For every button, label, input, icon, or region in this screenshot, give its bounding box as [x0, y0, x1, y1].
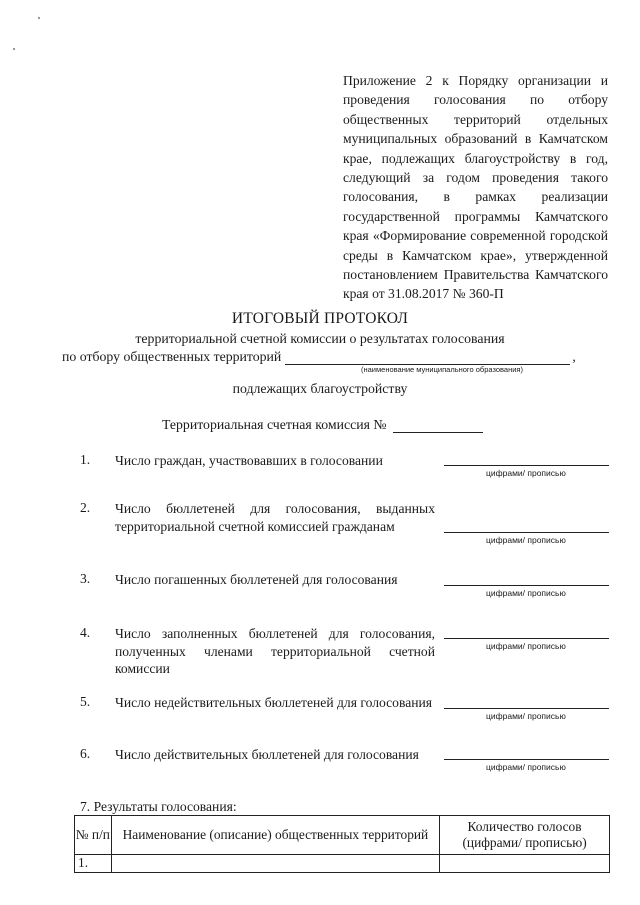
answer-blank-line — [444, 532, 609, 533]
scan-speck — [38, 17, 40, 19]
item-number: 2. — [80, 500, 91, 515]
column-header-number: № п/п — [75, 816, 112, 855]
item-number: 4. — [80, 625, 91, 640]
item-number: 6. — [80, 746, 91, 761]
item-number: 3. — [80, 571, 91, 586]
results-header-row — [75, 816, 610, 855]
column-header-territory: Наименование (описание) общественных территорий — [111, 816, 439, 855]
item-number: 5. — [80, 694, 91, 709]
answer-caption: цифрами/ прописью — [486, 468, 566, 478]
item-text: Число погашенных бюллетеней для голосования — [115, 572, 398, 587]
answer-caption: цифрами/ прописью — [486, 588, 566, 598]
municipality-blank-line — [285, 350, 570, 365]
commission-number-blank — [393, 418, 483, 433]
row-number-cell: 1. — [75, 855, 112, 873]
item-text: Число заполненных бюллетеней для голосования, полученных членами территориальной счетной комиссии — [115, 626, 435, 676]
answer-blank-line — [444, 759, 609, 760]
answer-blank-line — [444, 465, 609, 466]
protocol-subtitle-line3: подлежащих благоустройству — [232, 381, 408, 396]
item-text: Число бюллетеней для голосования, выданных территориальной счетной комиссией гражданам — [115, 501, 435, 534]
results-title: 7. Результаты голосования: — [80, 799, 237, 814]
scan-speck — [13, 48, 15, 50]
answer-caption: цифрами/ прописью — [486, 762, 566, 772]
protocol-subtitle-line1: территориальной счетной комиссии о результатах голосования — [135, 331, 505, 346]
answer-caption: цифрами/ прописью — [486, 641, 566, 651]
item-number: 1. — [80, 452, 91, 467]
answer-blank-line — [444, 585, 609, 586]
commission-number-row — [162, 417, 483, 433]
item-text: Число недействительных бюллетеней для голосования — [115, 695, 433, 710]
answer-blank-line — [444, 708, 609, 709]
subtitle-line2-comma: , — [572, 349, 576, 364]
appendix-note: Приложение 2 к Порядку организации и проведения голосования по отбору общественных территорий отдельных муниципальных образований в Камчатском крае, подлежащих благоустройству в год, следующий за годом проведения такого голосования, в рамках реализации государственной программы Камчатского края «Формирование современной городской среды в Камчатском крае», утвержденной постановлением Правительства Камчатского края от 31.08.2017 № 360-П — [343, 73, 608, 302]
protocol-subtitle-line2 — [62, 349, 576, 365]
item-text: Число действительных бюллетеней для голосования — [115, 747, 419, 762]
answer-caption: цифрами/ прописью — [486, 535, 566, 545]
answer-caption: цифрами/ прописью — [486, 711, 566, 721]
subtitle-line2-text: по отбору общественных территорий — [62, 349, 282, 364]
municipality-caption: (наименование муниципального образования) — [361, 365, 523, 374]
row-votes-cell — [440, 855, 610, 873]
row-territory-cell — [111, 855, 439, 873]
table-row — [75, 855, 610, 873]
commission-label: Территориальная счетная комиссия № — [162, 417, 387, 432]
answer-blank-line — [444, 638, 609, 639]
results-table — [74, 815, 610, 873]
protocol-title: ИТОГОВЫЙ ПРОТОКОЛ — [231, 310, 409, 327]
item-text: Число граждан, участвовавших в голосовании — [115, 453, 383, 468]
column-header-votes: Количество голосов (цифрами/ прописью) — [440, 816, 610, 855]
